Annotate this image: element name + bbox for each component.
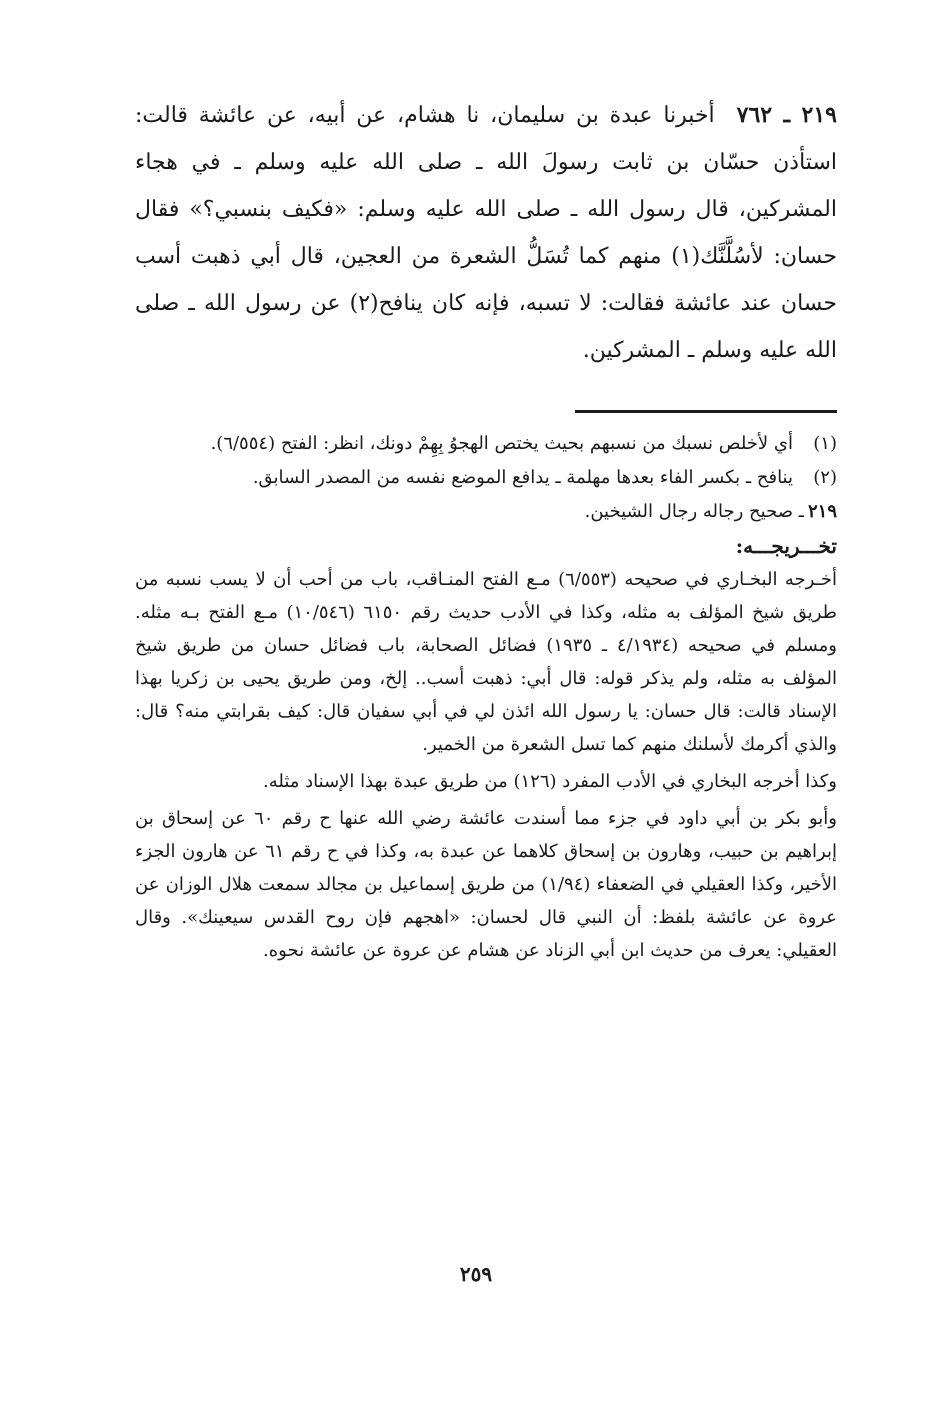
- hadith-grading: [135, 495, 837, 529]
- footnote-number: (١): [813, 433, 837, 454]
- hadith-number: ٢١٩ ـ ٧٦٢: [736, 102, 837, 128]
- page-body: [135, 92, 837, 967]
- grading-text: ـ صحيح رجاله رجال الشيخين.: [584, 501, 804, 522]
- footnote-1: [135, 427, 837, 461]
- takhrij-heading: تخـــريجـــه:: [735, 534, 837, 558]
- takhrij-paragraph-3: وأبو بكر بن أبي داود في جزء مما أسندت عائشة رضي الله عنها ح رقم ٦٠ عن إسحاق بن إبراهيم بن حبيب، وهارون بن إسحاق كلاهما عن عبدة به، وكذا في ح رقم ٦١ عن هارون الجزء الأخير، وكذا العقيلي في الضعفاء (١/٩٤) من طريق إسماعيل بن مجالد سمعت هلال الوزان عن عروة عن عائشة بلفظ: أن النبي قال لحسان: «اهجهم فإن روح القدس سيعينك». وقال العقيلي: يعرف من حديث ابن أبي الزناد عن هشام عن عروة عن عائشة نحوه.: [135, 808, 837, 961]
- footnote-text: ينافح ـ بكسر الفاء بعدها مهلمة ـ يدافع الموضع نفسه من المصدر السابق.: [252, 467, 793, 488]
- footnotes: [135, 427, 837, 495]
- takhrij-paragraph-1: أخـرجه البخـاري في صحيحه (٦/٥٥٣) مـع الفتح المنـاقب، باب من أحب أن لا يسب نسبه من طريق شيخ المؤلف به مثله، وكذا في الأدب حديث رقم ٦١٥٠ (١٠/٥٤٦) مـع الفتح بـه مثله. ومسلم في صحيحه (٤/١٩٣٤ ـ ١٩٣٥) فضائل الصحابة، باب فضائل حسان من طريق شيخ المؤلف به مثله، ولم يذكر قوله: قال أبي: ذهبت أسب.. إلخ، ومن طريق يحيى بن زكريا بهذا الإسناد قالت: قال حسان: يا رسول الله ائذن لي في أبي سفيان قال: كيف بقرابتي منه؟ قال: والذي أكرمك لأسلنك منهم كما تسل الشعرة من الخمير.: [135, 569, 838, 755]
- footnote-text: أي لأخلص نسبك من نسبهم بحيث يختص الهجوُ بِهِمْ دونك، انظر: الفتح (٦/٥٥٤).: [210, 433, 793, 454]
- takhrij-paragraph-2: وكذا أخرجه البخاري في الأدب المفرد (١٢٦) من طريق عبدة بهذا الإسناد مثله.: [263, 771, 837, 792]
- hadith-text: أخبرنا عبدة بن سليمان، نا هشام، عن أبيه، عن عائشة قالت: استأذن حسّان بن ثابت رسولَ الله ـ صلى الله عليه وسلم ـ في هجاء المشركين، قال رسول الله ـ صلى الله عليه وسلم: «فكيف بنسبي؟» فقال حسان: لأسُلَّنَّك(١) منهم كما تُسَلُّ الشعرة من العجين، قال أبي ذهبت أسب حسان عند عائشة فقالت: لا تسبه، فإنه كان ينافح(٢) عن رسول الله ـ صلى الله عليه وسلم ـ المشركين.: [135, 103, 837, 363]
- footnote-number: (٢): [813, 467, 837, 488]
- page-number: ٢٥٩: [459, 1262, 493, 1286]
- footnote-2: [135, 461, 837, 495]
- footnote-divider: [575, 410, 837, 413]
- hadith-paragraph: [135, 92, 837, 374]
- grading-number: ٢١٩: [807, 501, 837, 522]
